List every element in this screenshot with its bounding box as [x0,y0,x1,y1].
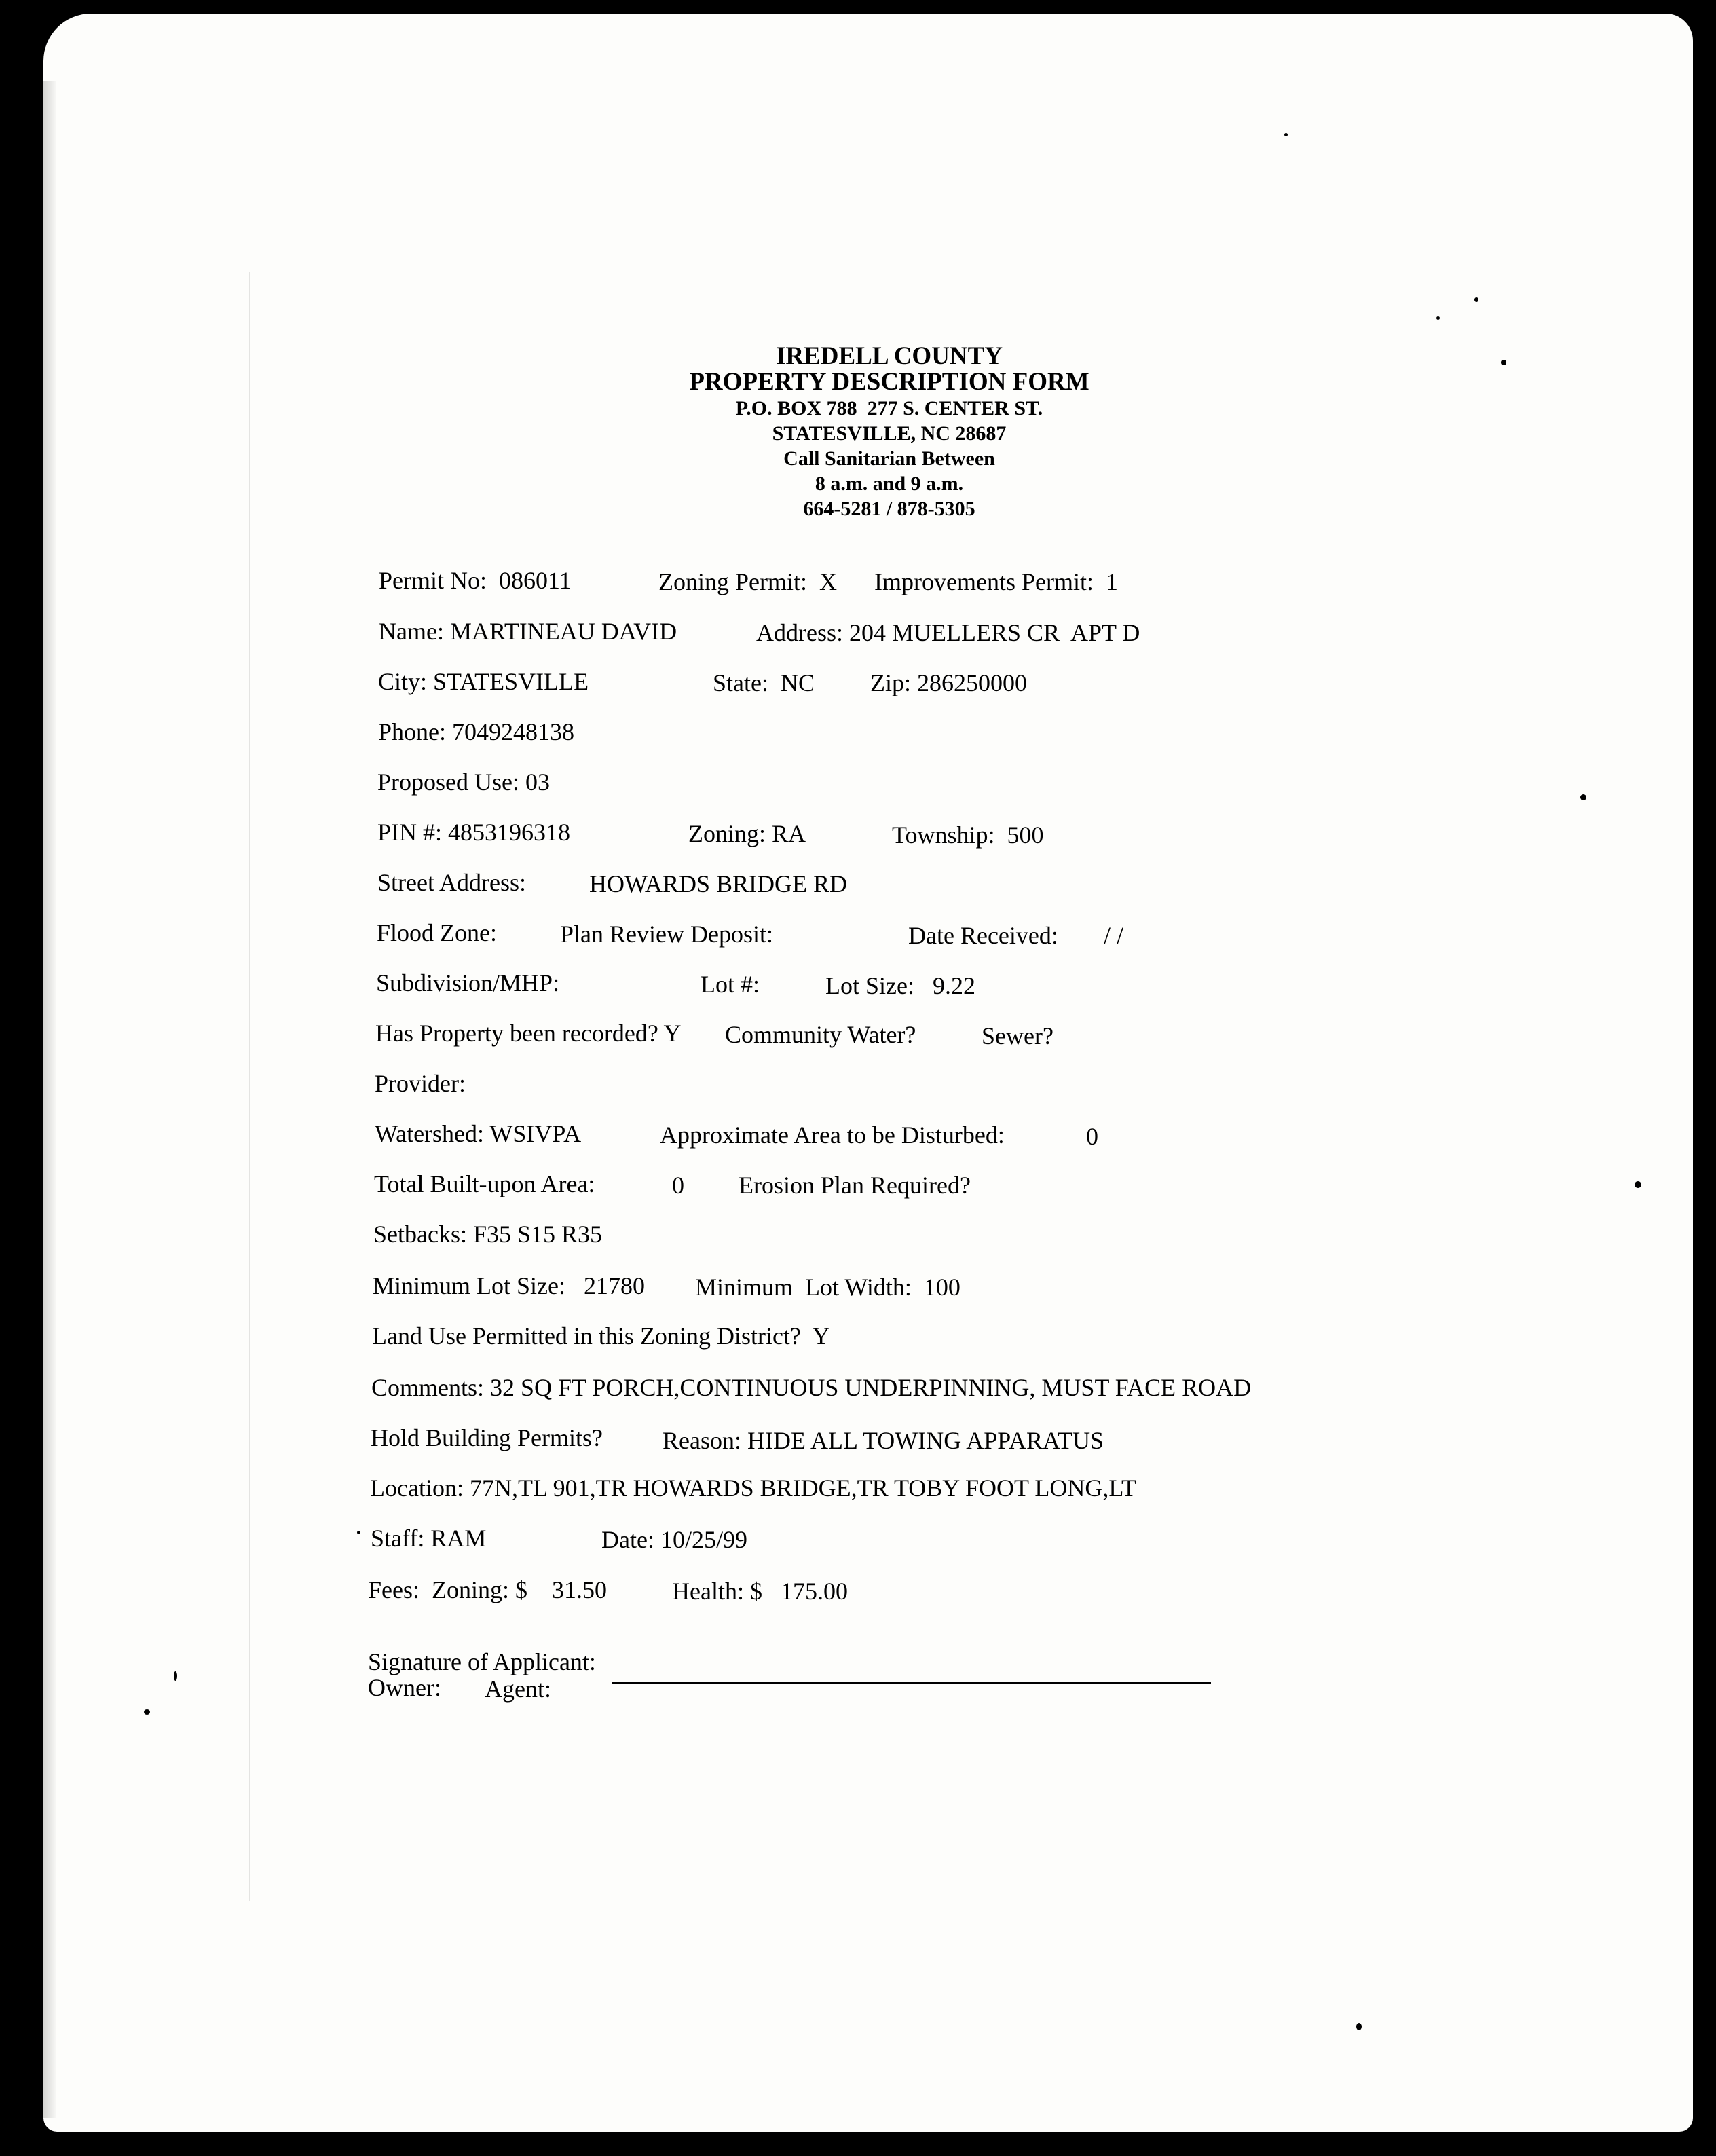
reason: Reason: HIDE ALL TOWING APPARATUS [663,1427,1104,1454]
scan-speck [1635,1181,1641,1188]
permit-no: Permit No: 086011 [379,567,572,594]
watershed: Watershed: WSIVPA [375,1120,582,1147]
lot-size: Lot Size: 9.22 [825,972,975,999]
city: City: STATESVILLE [378,668,589,695]
minimum-lot-size: Minimum Lot Size: 21780 [373,1272,645,1299]
scan-speck [1502,360,1506,365]
call-line-1: Call Sanitarian Between [783,447,995,470]
flood-zone: Flood Zone: [377,919,497,946]
street-address-label: Street Address: [377,869,526,896]
date-received-value: / / [1104,922,1124,949]
staff: Staff: RAM [371,1525,487,1552]
land-use-permitted: Land Use Permitted in this Zoning District? Y [372,1322,830,1350]
agent-label: Agent: [485,1675,551,1703]
scan-speck [357,1531,360,1534]
fees-health: Health: $ 175.00 [672,1578,848,1605]
document-page [43,14,1693,2132]
pin-number: PIN #: 4853196318 [377,819,571,846]
signature-label: Signature of Applicant: [368,1648,596,1675]
call-line-2: 8 a.m. and 9 a.m. [815,472,964,495]
proposed-use: Proposed Use: 03 [377,768,550,796]
hold-building-permits: Hold Building Permits? [371,1424,603,1451]
signature-line [612,1682,1211,1684]
address-line-2: STATESVILLE, NC 28687 [772,422,1007,445]
state: State: NC [713,669,815,696]
area-disturbed-value: 0 [1086,1123,1098,1150]
applicant-address: Address: 204 MUELLERS CR APT D [756,619,1140,646]
date: Date: 10/25/99 [601,1526,747,1553]
lot-number: Lot #: [701,971,760,998]
built-upon-area-label: Total Built-upon Area: [374,1170,595,1197]
applicant-name: Name: MARTINEAU DAVID [379,618,677,645]
location: Location: 77N,TL 901,TR HOWARDS BRIDGE,TR TOBY FOOT LONG,LT [370,1474,1136,1502]
scan-speck [174,1671,177,1681]
zoning-permit: Zoning Permit: X [658,568,837,595]
comments: Comments: 32 SQ FT PORCH,CONTINUOUS UNDERPINNING, MUST FACE ROAD [371,1374,1252,1401]
address-line-1: P.O. BOX 788 277 S. CENTER ST. [735,397,1043,420]
built-upon-area-value: 0 [672,1172,684,1199]
provider: Provider: [375,1070,466,1097]
owner-label: Owner: [368,1674,441,1701]
scan-speck [1356,2023,1362,2030]
erosion-plan-required: Erosion Plan Required? [739,1172,971,1199]
community-water: Community Water? [725,1021,916,1048]
street-address-value: HOWARDS BRIDGE RD [589,870,848,897]
plan-review-deposit: Plan Review Deposit: [560,921,773,948]
scan-speck [144,1709,150,1715]
area-disturbed-label: Approximate Area to be Disturbed: [660,1121,1005,1149]
sewer: Sewer? [982,1022,1053,1049]
county-title: IREDELL COUNTY [775,342,1003,370]
zip: Zip: 286250000 [870,669,1027,696]
scan-speck [1284,133,1288,136]
property-recorded: Has Property been recorded? Y [375,1020,682,1047]
improvements-permit: Improvements Permit: 1 [874,568,1118,595]
township: Township: 500 [892,821,1044,849]
date-received-label: Date Received: [908,922,1058,949]
phone: Phone: 7049248138 [378,718,575,745]
scan-speck [1580,794,1586,800]
scan-fold-line [249,272,250,1901]
minimum-lot-width: Minimum Lot Width: 100 [695,1274,960,1301]
scan-edge-shadow [43,81,56,2118]
zoning: Zoning: RA [688,820,806,847]
phone-numbers: 664-5281 / 878-5305 [803,498,975,520]
form-title: PROPERTY DESCRIPTION FORM [689,368,1089,396]
fees-zoning: Fees: Zoning: $ 31.50 [368,1576,607,1603]
scan-speck [1436,316,1440,320]
subdivision-mhp: Subdivision/MHP: [376,969,560,997]
scan-speck [1474,297,1478,302]
setbacks: Setbacks: F35 S15 R35 [373,1221,603,1248]
